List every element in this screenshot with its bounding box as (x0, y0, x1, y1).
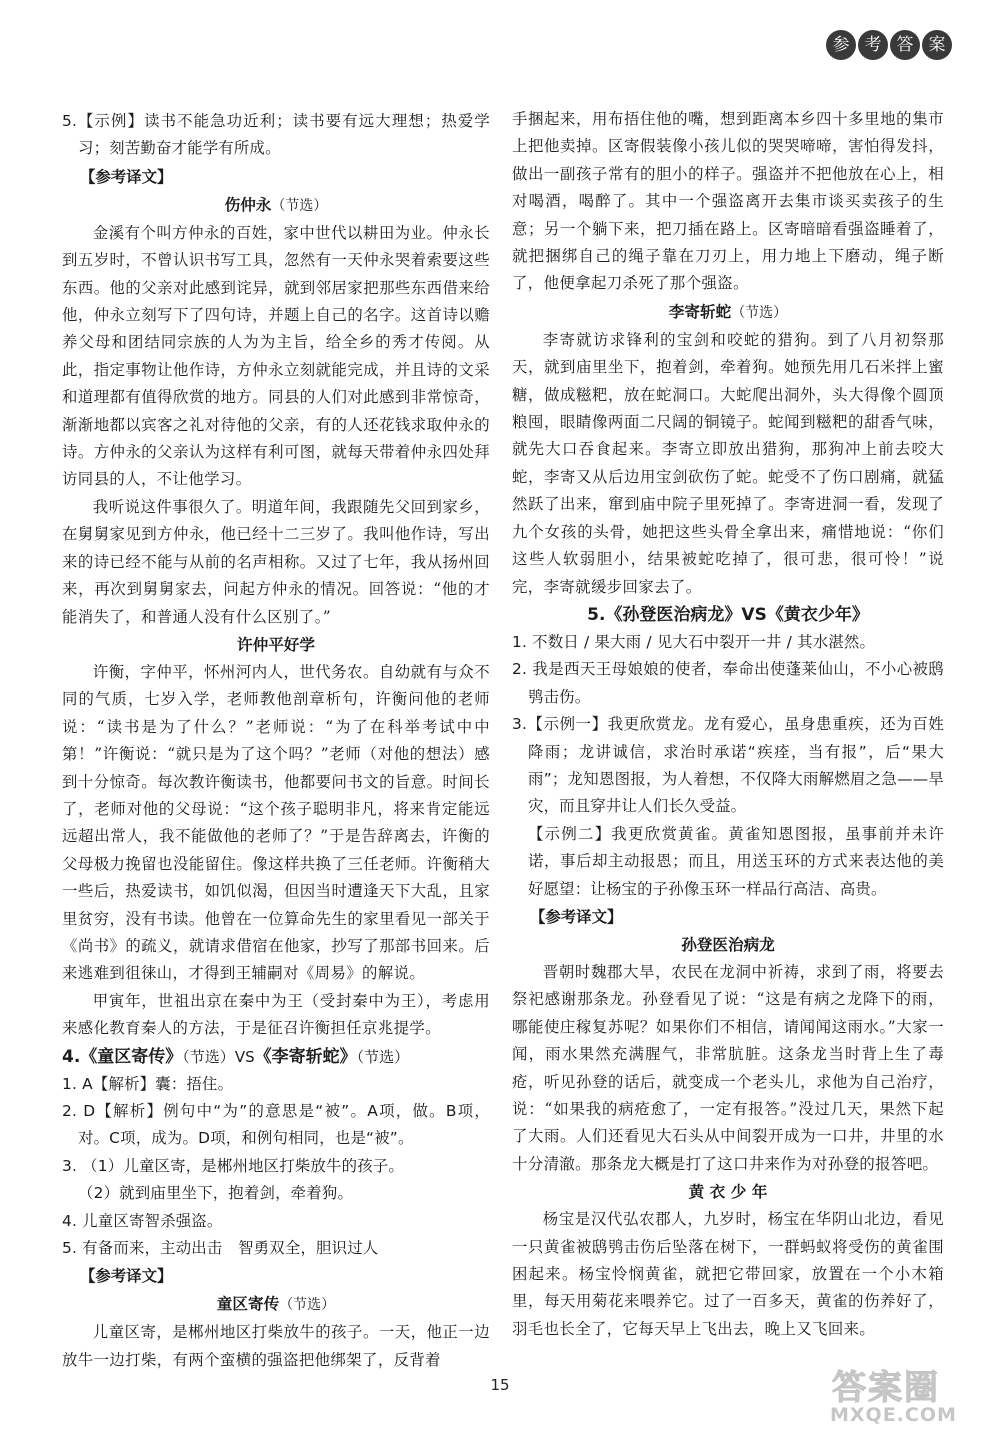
translation-paragraph: 手捆起来，用布捂住他的嘴，想到距离本乡四十多里地的集市上把他卖掉。区寄假装像小孩儿似的哭哭啼啼，害怕得发抖，做出一副孩子常有的胆小的样子。强盗并不把他放在心上，相对喝酒，喝醉了。其中一个强盗离开去集市谈买卖孩子的生意；另一个躺下来，把刀插在路上。区寄暗暗看强盗睡着了，就把捆绑自己的绳子靠在刀刃上，用力地上下磨动，绳子断了，他便拿起刀杀死了那个强盗。 (512, 110, 944, 293)
passage-title: 孙登医治病龙 (681, 935, 775, 954)
translation-paragraph: 晋朝时魏郡大旱，农民在龙洞中祈祷，求到了雨，将要去祭祀感谢那条龙。孙登看见了说：“这是有病之龙降下的雨，哪能使庄稼复苏呢？如果你们不相信，请闻闻这雨水。”大家一闻，雨水果然充满腥气，非常肮脏。这条龙当时背上生了毒疮，听见孙登的话后，就变成一个老头儿，求他为自己治疗，说：“如果我的病疮愈了，一定有报答。”没过几天，果然下起了大雨。人们还看见大石头从中间裂开成为一口井，井里的水十分清澈。那条龙大概是打了这口井来作为对孙登的报答吧。 (512, 962, 944, 1173)
passage-title (512, 298, 944, 327)
section-number: 5. (587, 604, 606, 625)
translation-paragraph: 甲寅年，世祖出京在秦中为王（受封秦中为王），考虑用来感化教育秦人的方法，于是征召许衡担任京兆提学。 (62, 991, 490, 1038)
passage-title-note: （节选） (271, 197, 328, 214)
section-note: （节选） (356, 1047, 410, 1066)
badge-char: 参 (826, 30, 856, 60)
passage-title: 黄 衣 少 年 (688, 1183, 768, 1202)
passage-title: 许仲平好学 (237, 635, 315, 654)
answer-5: 5.【示例】读书不能急功近利；读书要有远大理想；热爱学习；刻苦勤奋才能学有所成。 (62, 112, 490, 158)
passage-title-text: 李寄斩蛇 (668, 302, 732, 321)
left-column (62, 108, 490, 1374)
answer-item: 3.【示例一】我更欣赏龙。龙有爱心，虽身患重疾，还为百姓降雨；龙讲诚信，求治时承诺“疾痊，当有报”，后“果大雨”；龙知恩图报，为人着想，不仅降大雨解燃眉之急——旱灾，而且穿井让人们长久受益。 (512, 715, 944, 816)
answer-item: 1. 不数日 / 果大雨 / 见大石中裂开一井 / 其水湛然。 (512, 632, 876, 651)
badge-char: 答 (890, 30, 920, 60)
answer-item: 1. A【解析】囊：捂住。 (62, 1074, 234, 1093)
section-heading-4 (62, 1043, 490, 1071)
answer-item: 2. 我是西天王母娘娘的使者，奉命出使蓬莱仙山，不小心被鸱鸮击伤。 (512, 660, 944, 706)
answer-item: 【示例二】我更欣赏黄雀。黄雀知恩图报，虽事前并未许诺，事后却主动报恩；而且，用送玉环的方式来表达他的美好愿望：让杨宝的子孙像玉环一样品行高洁、高贵。 (528, 824, 944, 898)
answer-item: 4. 儿童区寄智杀强盗。 (62, 1211, 223, 1230)
translation-paragraph: 金溪有个叫方仲永的百姓，家中世代以耕田为业。仲永长到五岁时，不曾认识书写工具，忽然有一天仲永哭着索要这些东西。他的父亲对此感到诧异，就到邻居家把那些东西借来给他，仲永立刻写下了四句诗，并题上自己的名字。这首诗以赡养父母和团结同宗族的人为为主旨，给全乡的秀才传阅。从此，指定事物让他作诗，方仲永立刻就能完成，并且诗的文采和道理都有值得欣赏的地方。同县的人们对此感到非常惊奇，渐渐地都以宾客之礼对待他的父亲，有的人还花钱求取仲永的诗。方仲永的父亲认为这样有利可图，就每天带着仲永四处拜访同县的人，不让他学习。 (62, 223, 490, 489)
section-title: 《孙登医治病龙》VS《黄衣少年》 (605, 604, 869, 625)
watermark-text: 答案圈 (832, 1368, 940, 1408)
passage-title (62, 1290, 490, 1319)
translation-paragraph: 李寄就访求锋利的宝剑和咬蛇的猎狗。到了八月初祭那天，就到庙里坐下，抱着剑，牵着狗。她预先用几石米拌上蜜糖，做成糍粑，放在蛇洞口。大蛇爬出洞外，头大得像个圆顶粮囤，眼睛像两面二尺阔的铜镜子。蛇闻到糍粑的甜香气味，就先大口吞食起来。李寄立即放出猎狗，那狗冲上前去咬大蛇，李寄又从后边用宝剑砍伤了蛇。蛇受不了伤口剧痛，就猛然跃了出来，窜到庙中院子里死掉了。李寄进洞一看，发现了九个女孩的头骨，她把这些头骨全拿出来，痛惜地说：“你们这些人软弱胆小，结果被蛇吃掉了，很可悲，很可怜！”说完，李寄就缓步回家去了。 (512, 330, 944, 596)
answer-item: 2. D【解析】例句中“为”的意思是“被”。A项，做。B项，对。C项，成为。D项，和例句相同，也是“被”。 (62, 1102, 490, 1148)
section-title: 《李寄斩蛇》 (254, 1046, 357, 1067)
answer-item: 5. 有备而来，主动出击 智勇双全，胆识过人 (62, 1239, 379, 1258)
passage-title-text: 伤仲永 (224, 195, 272, 214)
answer-item: （2）就到庙里坐下，抱着剑，牵着狗。 (78, 1184, 354, 1203)
passage-title-note: （节选） (731, 304, 788, 321)
answer-key-badge (826, 30, 952, 60)
translation-paragraph: 杨宝是汉代弘农郡人，九岁时，杨宝在华阴山北边，看见一只黄雀被鸱鸮击伤后坠落在树下，一群蚂蚁将受伤的黄雀围困起来。杨宝怜悯黄雀，就把它带回家，放置在一个小木箱里，每天用菊花来喂养它。过了一百多天，黄雀的伤养好了，羽毛也长全了，它每天早上飞出去，晚上又飞回来。 (512, 1210, 944, 1338)
badge-char: 考 (858, 30, 888, 60)
section-title: 《童区寄传》 (80, 1046, 183, 1067)
answer-item: 3. （1）儿童区寄，是郴州地区打柴放牛的孩子。 (62, 1156, 404, 1175)
watermark-logo (826, 1360, 986, 1426)
right-column (512, 106, 944, 1343)
section-note: （节选） (182, 1047, 235, 1066)
reference-translation-label: 【参考译文】 (80, 1267, 173, 1286)
reference-translation-label: 【参考译文】 (80, 167, 173, 186)
page-number: 15 (490, 1376, 510, 1394)
translation-paragraph: 我听说这件事很久了。明道年间，我跟随先父回到家乡，在舅舅家见到方仲永，他已经十二三岁了。我叫他作诗，写出来的诗已经不能与从前的名声相称。又过了七年，我从扬州回来，再次到舅舅家去，问起方仲永的情况。回答说：“他的才能消失了，和普通人没有什么区别了。” (62, 497, 490, 626)
passage-title-text: 童区寄传 (216, 1295, 280, 1314)
passage-title-note: （节选） (279, 1297, 336, 1314)
watermark-url: MXQE.COM (830, 1404, 957, 1426)
translation-paragraph: 许衡，字仲平，怀州河内人，世代务农。自幼就有与众不同的气质，七岁入学，老师教他剖章析句，许衡问他的老师说：“读书是为了什么？”老师说：“为了在科举考试中中第！”许衡说：“就只是为了这个吗？”老师（对他的想法）感到十分惊奇。每次教许衡读书，他都要问书文的旨意。时间长了，老师对他的父母说：“这个孩子聪明非凡，将来肯定能远远超出常人，我不能做他的老师了？”于是告辞离去，许衡的父母极力挽留也没能留住。像这样共换了三任老师。许衡稍大一些后，热爱读书，如饥似渴，但因当时遭逢天下大乱，且家里贫穷，没有书读。他曾在一位算命先生的家里看见一部关于《尚书》的疏义，就请求借宿在他家，抄写了那部书回来。后来逃难到徂徕山，才得到王辅嗣对《周易》的解说。 (62, 662, 490, 983)
badge-char: 案 (922, 30, 952, 60)
section-number: 4. (62, 1046, 81, 1067)
section-vs: VS (234, 1047, 255, 1066)
reference-translation-label: 【参考译文】 (530, 907, 623, 926)
translation-paragraph: 儿童区寄，是郴州地区打柴放牛的孩子。一天，他正一边放牛一边打柴，有两个蛮横的强盗把他绑架了，反背着 (62, 1323, 490, 1369)
passage-title (62, 191, 490, 220)
section-heading-5 (512, 601, 944, 629)
